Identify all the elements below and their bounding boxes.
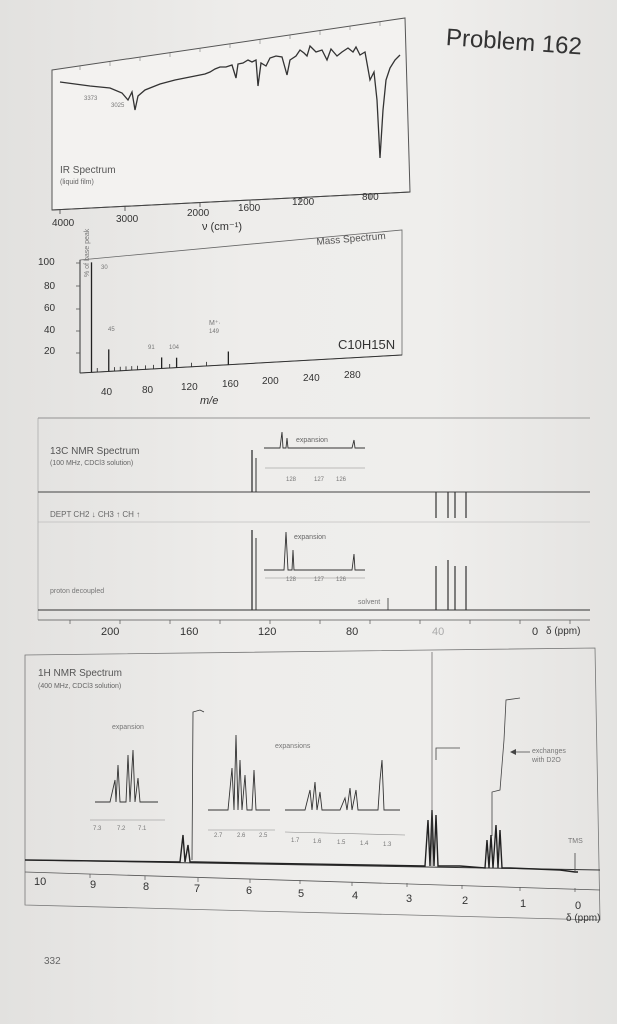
h1-tick-3: 3: [406, 893, 413, 905]
h1-tick-1: 1: [520, 898, 527, 910]
h1-tick-0: 0: [575, 900, 582, 912]
h1-exp2-tick-2.5: 2.5: [259, 833, 268, 839]
h1-exchange-note-1: exchanges: [532, 748, 566, 755]
page-number: 332: [44, 956, 61, 967]
h1-exp3-tick-1.4: 1.4: [360, 841, 369, 847]
problem-title: Problem 162: [445, 24, 583, 61]
c13-title: 13C NMR Spectrum: [50, 446, 140, 457]
h1-tick-9: 9: [90, 879, 97, 891]
mass-x-tick-160: 160: [222, 379, 239, 390]
h1-exp3-tick-1.6: 1.6: [313, 839, 322, 845]
mass-peak-label-91: 91: [148, 345, 155, 351]
mass-x-tick-80: 80: [142, 385, 154, 396]
c13-nmr-panel: [0, 410, 617, 645]
c13-tick-0: 0: [532, 626, 539, 638]
h1-tick-6: 6: [246, 885, 253, 897]
mass-x-tick-40: 40: [101, 387, 113, 398]
mass-spectrum-plot: [0, 225, 617, 415]
c13-dept-exp-tick-128: 128: [286, 477, 297, 483]
c13-tick-40: 40: [432, 626, 445, 638]
c13-solvent-label: solvent: [358, 599, 381, 606]
h1-x-unit: δ (ppm): [566, 913, 601, 924]
mass-x-tick-120: 120: [181, 382, 198, 393]
ir-tick-800: 800: [362, 192, 379, 203]
h1-exp3-tick-1.7: 1.7: [291, 838, 300, 844]
ir-x-label: ν (cm⁻¹): [202, 221, 243, 233]
c13-proton-decoupled-label: proton decoupled: [50, 588, 105, 595]
c13-dept-expansion-label: expansion: [296, 437, 328, 444]
h1-expansion-label: expansion: [112, 724, 144, 731]
mass-y-label: % of base peak: [84, 228, 91, 277]
c13-pd-exp-tick-126: 126: [336, 577, 347, 583]
mass-peak-label-m: M⁺·: [209, 320, 221, 327]
ir-tick-1200: 1200: [292, 197, 315, 208]
ir-title: IR Spectrum: [60, 165, 116, 176]
c13-pd-expansion-label: expansion: [294, 534, 326, 541]
c13-dept-exp-tick-126: 126: [336, 477, 347, 483]
c13-subtitle: (100 MHz, CDCl3 solution): [50, 460, 134, 467]
h1-tick-5: 5: [298, 888, 305, 900]
mass-formula: C10H15N: [338, 337, 396, 352]
c13-tick-160: 160: [180, 626, 199, 638]
c13-tick-200: 200: [101, 626, 120, 638]
h1-tick-8: 8: [143, 881, 150, 893]
mass-y-tick-80: 80: [44, 281, 56, 292]
ir-tick-4000: 4000: [52, 218, 75, 229]
c13-tick-120: 120: [258, 626, 277, 638]
h1-exp3-tick-1.5: 1.5: [337, 840, 346, 846]
mass-peak-label-149: 149: [209, 329, 220, 335]
mass-x-label: m/e: [200, 395, 219, 407]
mass-title: Mass Spectrum: [316, 230, 387, 248]
mass-y-tick-60: 60: [44, 303, 56, 314]
mass-peak-label-104: 104: [169, 345, 180, 351]
h1-subtitle: (400 MHz, CDCl3 solution): [38, 683, 122, 690]
h1-tick-4: 4: [352, 890, 359, 902]
ir-tick-2000: 2000: [187, 208, 210, 219]
c13-dept-exp-tick-127: 127: [314, 477, 325, 483]
mass-peak-label-45: 45: [108, 327, 115, 333]
ir-spectrum-panel: [0, 0, 617, 250]
h1-title: 1H NMR Spectrum: [38, 668, 122, 679]
mass-y-tick-40: 40: [44, 325, 56, 336]
h1-exp2-tick-2.6: 2.6: [237, 833, 246, 839]
ir-tick-1600: 1600: [238, 203, 261, 214]
c13-x-unit: δ (ppm): [546, 626, 581, 637]
mass-spectrum-panel: [0, 225, 617, 415]
ir-peak-label-1: 3373: [84, 96, 98, 102]
mass-x-tick-280: 280: [344, 370, 361, 381]
h1-expansions-label: expansions: [275, 743, 311, 750]
h1-exp2-tick-2.7: 2.7: [214, 833, 223, 839]
mass-peak-label-30: 30: [101, 265, 108, 271]
c13-dept-label: DEPT CH2 ↓ CH3 ↑ CH ↑: [50, 510, 141, 519]
h1-tick-2: 2: [462, 895, 469, 907]
h1-tick-7: 7: [194, 883, 201, 895]
ir-spectrum-plot: [0, 0, 617, 250]
c13-pd-exp-tick-128: 128: [286, 577, 297, 583]
c13-tick-80: 80: [346, 626, 359, 638]
h1-tms-label: TMS: [568, 838, 583, 845]
h1-exchange-note-2: with D2O: [532, 757, 561, 764]
h1-exp1-tick-7.1: 7.1: [138, 826, 147, 832]
ir-tick-3000: 3000: [116, 214, 139, 225]
mass-x-tick-240: 240: [303, 373, 320, 384]
ir-peak-label-2: 3025: [111, 103, 125, 109]
mass-x-tick-200: 200: [262, 376, 279, 387]
h1-exp1-tick-7.3: 7.3: [93, 826, 102, 832]
c13-pd-exp-tick-127: 127: [314, 577, 325, 583]
mass-y-tick-100: 100: [38, 257, 55, 268]
h1-nmr-panel: [0, 640, 617, 940]
h1-exp1-tick-7.2: 7.2: [117, 826, 126, 832]
ir-subtitle: (liquid film): [60, 179, 94, 186]
h1-tick-10: 10: [34, 876, 47, 888]
h1-exp3-tick-1.3: 1.3: [383, 842, 392, 848]
mass-y-tick-20: 20: [44, 346, 56, 357]
